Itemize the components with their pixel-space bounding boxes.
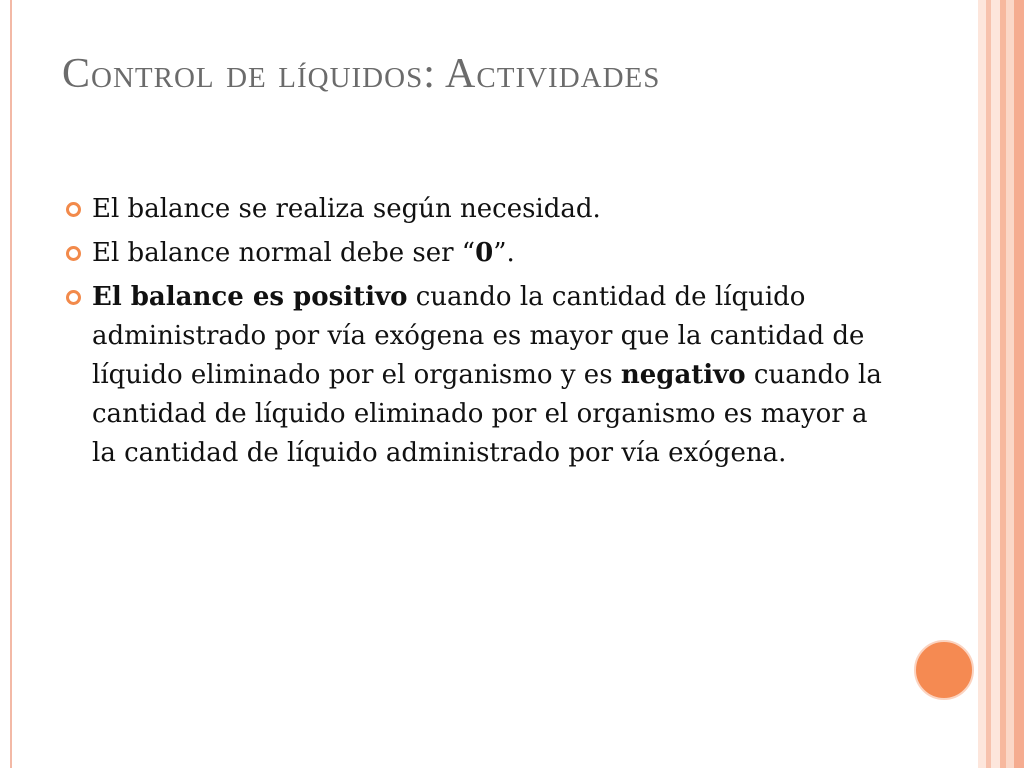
bullet-item — [62, 190, 882, 229]
bullet-icon — [66, 246, 81, 261]
bullet-bold-negative: negativo — [620, 360, 746, 390]
bullet-item — [62, 234, 882, 273]
bullet-text: El balance se realiza según necesidad. — [92, 194, 601, 224]
bullet-text-after: ”. — [493, 238, 515, 268]
right-decor-bar — [978, 0, 986, 768]
bullet-list — [62, 190, 882, 478]
bullet-icon — [66, 290, 81, 305]
right-decor-bar — [1014, 0, 1024, 768]
bullet-icon — [66, 202, 81, 217]
bullet-text-part2: cuando la cantidad de líquido eliminado por el organismo es mayor a la cantidad de líquido administrado por vía exógena. — [92, 360, 882, 468]
bullet-text-part1: cuando la cantidad de líquido administrado por vía exógena es mayor que la cantidad de líquido eliminado por el organismo y es — [92, 282, 865, 390]
decorative-orange-circle — [914, 640, 974, 700]
bullet-bold-value: 0 — [475, 238, 494, 268]
slide-title: Control de líquidos: Actividades — [62, 51, 661, 97]
bullet-bold-positive: El balance es positivo — [92, 282, 408, 312]
right-decor-bar — [1006, 0, 1014, 768]
right-decor-bar — [991, 0, 1000, 768]
bullet-text-before: El balance normal debe ser “ — [92, 238, 476, 268]
bullet-item — [62, 278, 882, 473]
